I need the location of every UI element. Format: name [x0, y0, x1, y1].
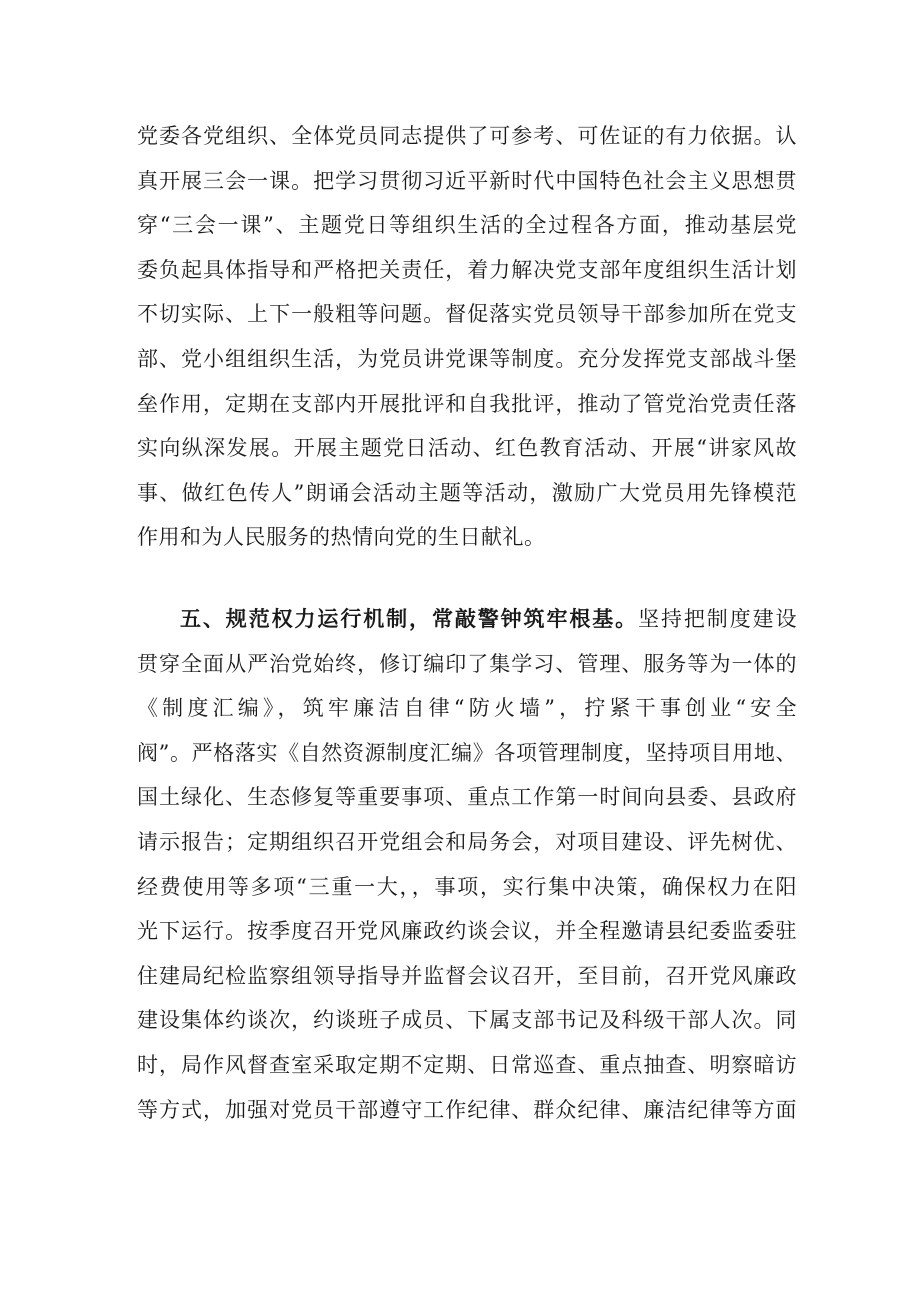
text-line: 穿“三会一课”、主题党日等组织生活的全过程各方面，推动基层党	[137, 213, 797, 238]
text-line: 经费使用等多项“三重一大，，事项，实行集中决策，确保权力在阳	[137, 874, 797, 899]
text-line: 建设集体约谈次，约谈班子成员、下属支部书记及科级干部人次。同	[137, 1008, 797, 1033]
text-line: 部、党小组组织生活，为党员讲党课等制度。充分发挥党支部战斗堡	[137, 346, 797, 371]
text-line: 事、做红色传人”朗诵会活动主题等活动，激励广大党员用先锋模范	[137, 480, 797, 505]
text-line: 阀”。严格落实《自然资源制度汇编》各项管理制度，坚持项目用地、	[137, 740, 797, 765]
text-line: 垒作用，定期在支部内开展批评和自我批评，推动了管党治党责任落	[137, 391, 797, 416]
text-line-first	[137, 597, 797, 642]
text-line: 实向纵深发展。开展主题党日活动、红色教育活动、开展“讲家风故	[137, 436, 797, 461]
heading-line-rest: 坚持把制度建设	[638, 607, 798, 631]
text-line: 不切实际、上下一般粗等问题。督促落实党员领导干部参加所在党支	[137, 302, 797, 327]
text-line: 等方式，加强对党员干部遵守工作纪律、群众纪律、廉洁纪律等方面	[137, 1097, 797, 1122]
text-line: 住建局纪检监察组领导指导并监督会议召开，至目前，召开党风廉政	[137, 963, 797, 988]
text-line: 委负起具体指导和严格把关责任，着力解决党支部年度组织生活计划	[137, 257, 797, 282]
paragraph-power-regulation	[137, 597, 797, 1132]
section-heading: 五、规范权力运行机制，常敲警钟筑牢根基。	[180, 606, 639, 631]
text-line: 真开展三会一课。把学习贯彻习近平新时代中国特色社会主义思想贯	[137, 168, 797, 193]
text-line: 时，局作风督查室采取定期不定期、日常巡查、重点抽查、明察暗访	[137, 1052, 797, 1077]
text-line: 国土绿化、生态修复等重要事项、重点工作第一时间向县委、县政府	[137, 785, 797, 810]
text-line: 请示报告；定期组织召开党组会和局务会，对项目建设、评先树优、	[137, 829, 797, 854]
text-line: 贯穿全面从严治党始终，修订编印了集学习、管理、服务等为一体的	[137, 651, 797, 676]
text-line: 党委各党组织、全体党员同志提供了可参考、可佐证的有力依据。认	[137, 124, 797, 148]
text-line: 《制度汇编》，筑牢廉洁自律“防火墙”，拧紧干事创业“安全	[137, 696, 797, 721]
text-line: 光下运行。按季度召开党风廉政约谈会议，并全程邀请县纪委监委驻	[137, 919, 797, 944]
paragraph-party-organization-life	[137, 114, 797, 560]
text-line: 作用和为人民服务的热情向党的生日献礼。	[137, 525, 546, 550]
